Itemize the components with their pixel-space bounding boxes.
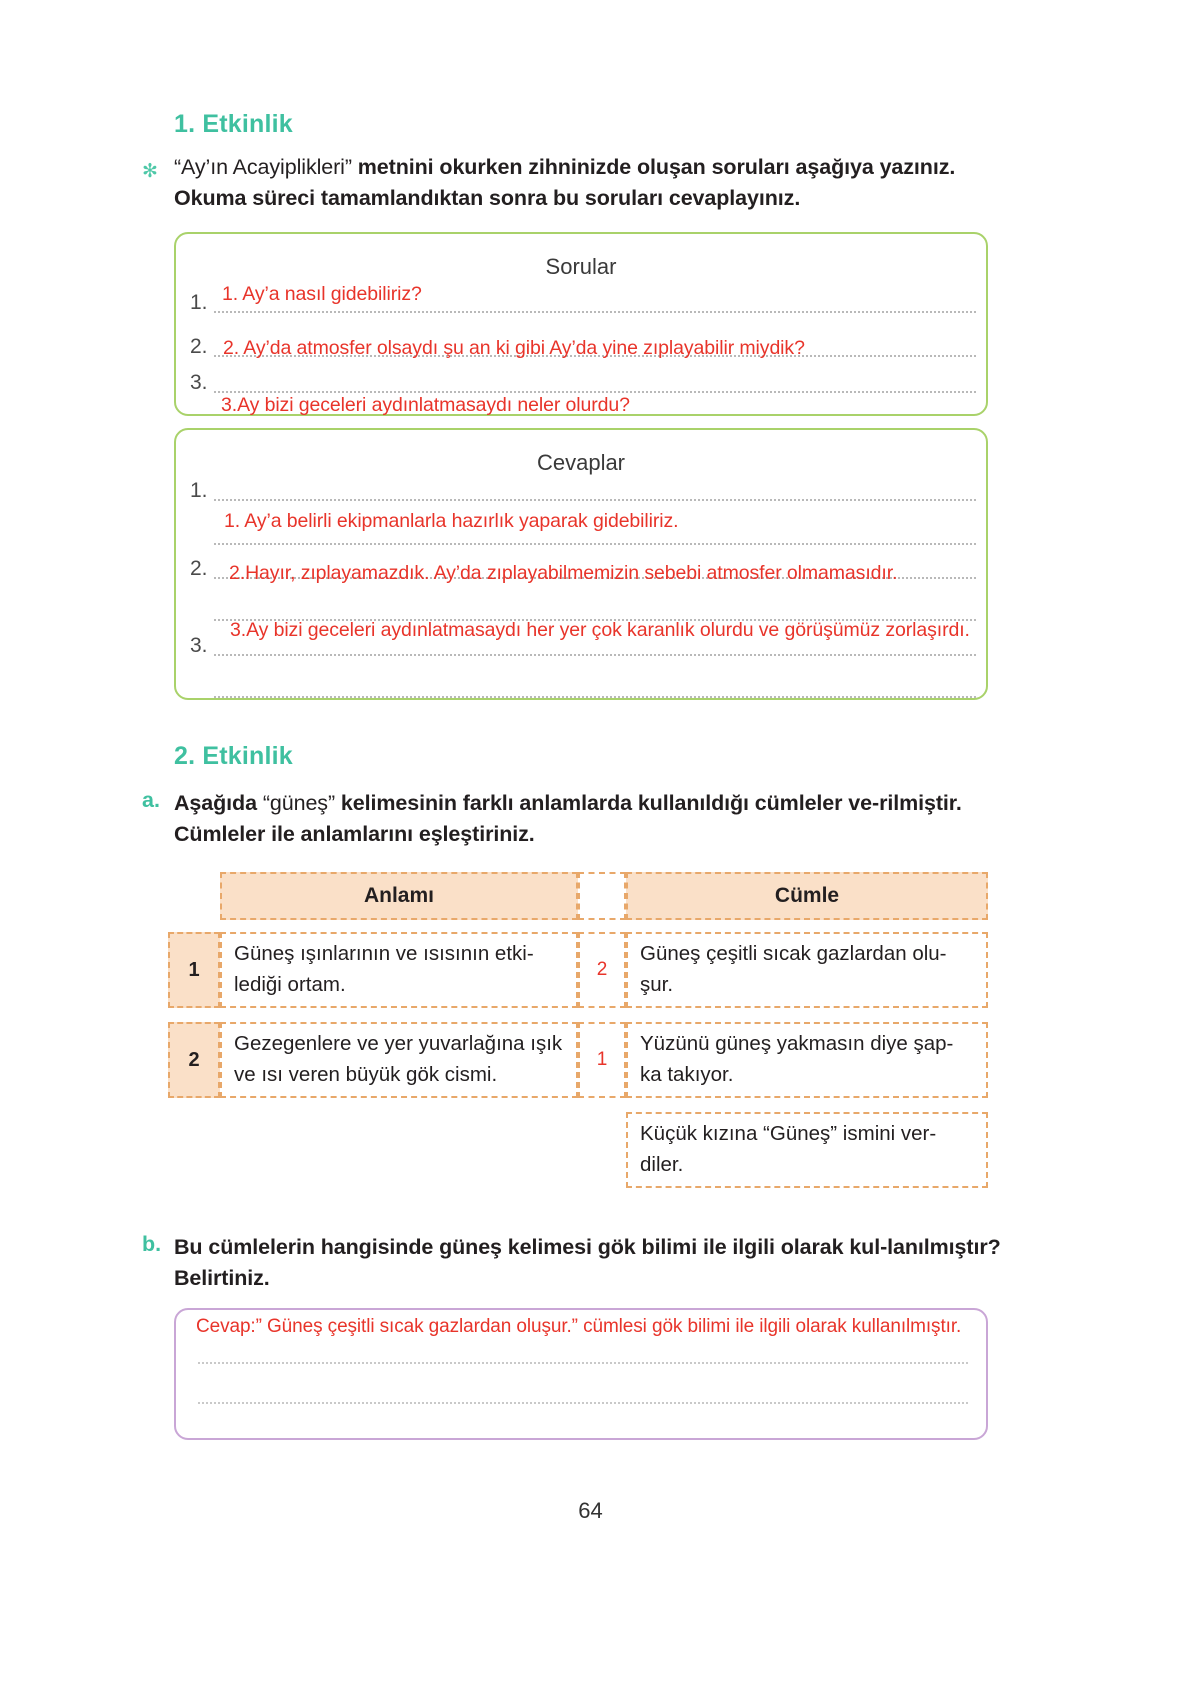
table-row-3-sentence: Küçük kızına “Güneş” ismini ver-diler. — [626, 1112, 988, 1188]
page-number: 64 — [578, 1498, 603, 1523]
question-line-number-1: 1. — [190, 291, 208, 314]
activity-2-part-b-prompt: Bu cümlelerin hangisinde güneş kelimesi gök bilimi ile ilgili olarak kul-lanılmıştır? Belirtiniz. — [174, 1235, 1001, 1291]
table-row-2-meaning: Gezegenlere ve yer yuvarlağına ışık ve ısı veren büyük gök cismi. — [220, 1022, 578, 1098]
handwritten-question-2: 2. Ay’da atmosfer olsaydı şu an ki gibi Ay’da yine zıplayabilir miydik? — [223, 337, 805, 359]
part-b-write-line-2[interactable] — [198, 1402, 968, 1404]
handwritten-answer-3: 3.Ay bizi geceleri aydınlatmasaydı her yer çok karanlık olurdu ve görüşümüz zorlaşırdı. — [230, 619, 970, 641]
answer-line-number-3: 3. — [190, 634, 208, 657]
handwritten-part-b-answer: Cevap:” Güneş çeşitli sıcak gazlardan oluşur.” cümlesi gök bilimi ile ilgili olarak kullanılmıştır. — [196, 1316, 962, 1337]
table-header-anlami: Anlamı — [220, 872, 578, 920]
table-row-2-sentence: Yüzünü güneş yakmasın diye şap-ka takıyor. — [626, 1022, 988, 1098]
part-a-text-quoted: “güneş” — [262, 791, 336, 815]
part-b-write-line-1[interactable] — [198, 1362, 968, 1364]
table-row-1-meaning: Güneş ışınlarının ve ısısının etki-lediği ortam. — [220, 932, 578, 1008]
star-bullet-icon: ✻ — [142, 161, 158, 182]
activity-1-prompt-quoted: “Ay’ın Acayiplikleri” — [174, 155, 352, 179]
answer-line-number-2: 2. — [190, 557, 208, 580]
questions-box-caption: Sorular — [545, 254, 617, 279]
activity-1-prompt-bold: metnini okurken zihninizde oluşan soruları aşağıya yazınız. Okuma süreci tamamlandıktan sonra bu soruları cevaplayınız. — [174, 155, 956, 211]
handwritten-question-3: 3.Ay bizi geceleri aydınlatmasaydı neler olurdu? — [221, 394, 630, 416]
handwritten-answer-2: 2.Hayır, zıplayamazdık. Ay’da zıplayabilmemizin sebebi atmosfer olmamasıdır. — [229, 562, 898, 584]
part-a-text-post: kelimesinin farklı anlamlarda kullanıldığı cümleler ve-rilmiştir. Cümleler ile anlamlarını eşleştiriniz. — [174, 791, 962, 847]
table-row-2-match-input[interactable]: 1 — [578, 1022, 626, 1098]
answer-line-number-1: 1. — [190, 479, 208, 502]
part-a-marker: a. — [142, 788, 160, 812]
question-line-number-3: 3. — [190, 371, 208, 394]
table-row-2-number: 2 — [168, 1022, 220, 1098]
activity-2-heading: 2. Etkinlik — [174, 742, 293, 770]
handwritten-answer-1: 1. Ay’a belirli ekipmanlarla hazırlık yaparak gidebiliriz. — [224, 510, 679, 532]
table-row-1-match-input[interactable]: 2 — [578, 932, 626, 1008]
part-b-marker: b. — [142, 1232, 162, 1256]
table-row-1-sentence: Güneş çeşitli sıcak gazlardan olu-şur. — [626, 932, 988, 1008]
handwritten-question-1: 1. Ay’a nasıl gidebiliriz? — [222, 283, 422, 305]
activity-1-heading: 1. Etkinlik — [174, 110, 293, 138]
table-row-1-number: 1 — [168, 932, 220, 1008]
table-header-spacer — [578, 872, 626, 920]
table-header-cumle: Cümle — [626, 872, 988, 920]
part-a-text-pre: Aşağıda — [174, 791, 263, 815]
question-line-number-2: 2. — [190, 335, 208, 358]
answers-box-caption: Cevaplar — [536, 450, 626, 475]
